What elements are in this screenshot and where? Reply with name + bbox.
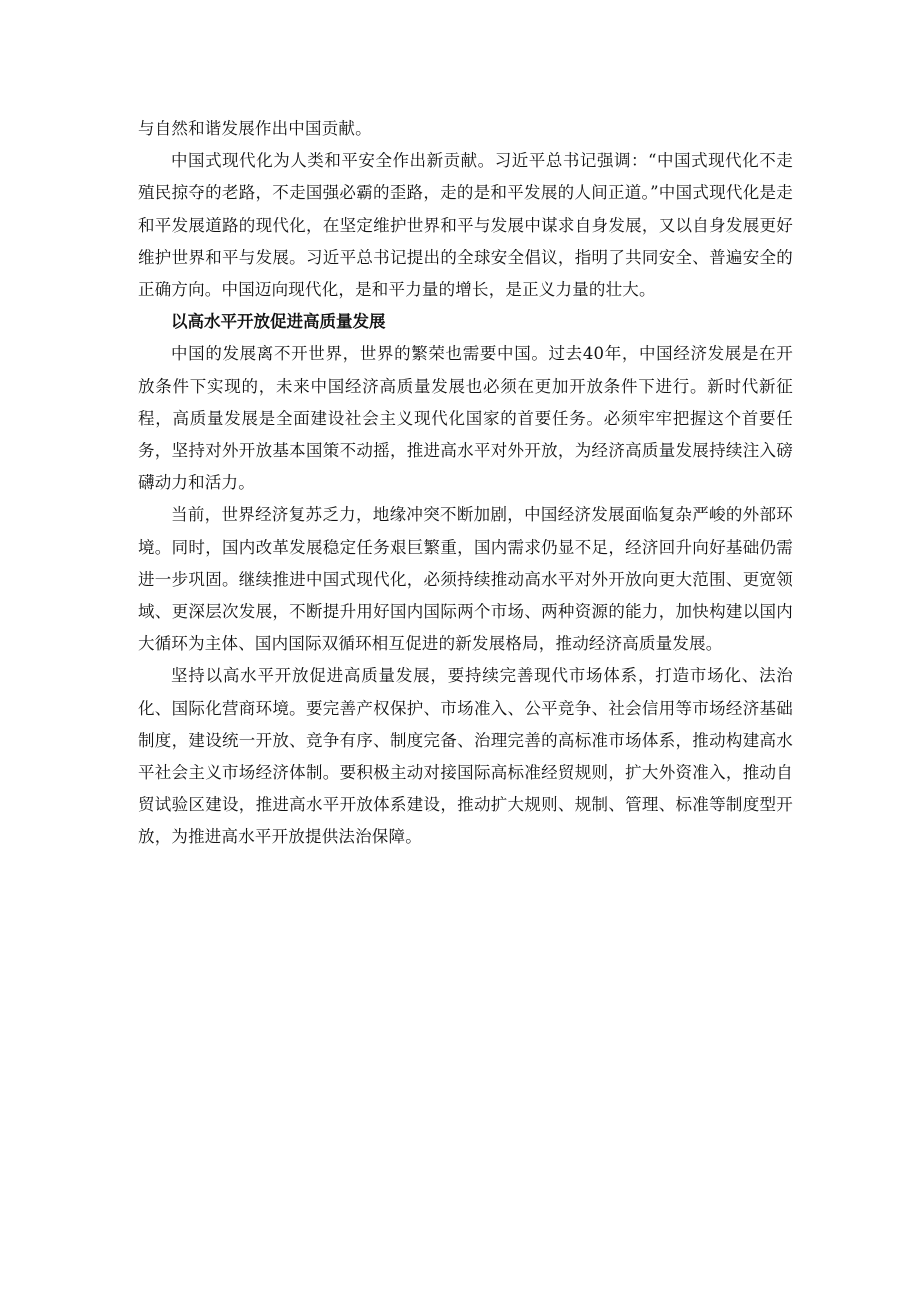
paragraph-peace-security: 中国式现代化为人类和平安全作出新贡献。习近平总书记强调：“中国式现代化不走殖民掠夺的老路，不走国强必霸的歪路，走的是和平发展的人间正道。”中国式现代化是走和平发展道路的现代化，在坚定维护世界和平与发展中谋求自身发展，又以自身发展更好维护世界和平与发展。习近平总书记提出的全球安全倡议，指明了共同安全、普遍安全的正确方向。中国迈向现代化，是和平力量的增长，是正义力量的壮大。 (138, 151, 793, 300)
section-heading: 以高水平开放促进高质量发展 (171, 312, 386, 332)
paragraph-current-situation: 当前，世界经济复苏乏力，地缘冲突不断加剧，中国经济发展面临复杂严峻的外部环境。同时，国内改革发展稳定任务艰巨繁重，国内需求仍显不足，经济回升向好基础仍需进一步巩固。继续推进中国式现代化，必须持续推动高水平对外开放向更大范围、更宽领域、更深层次发展，不断提升用好国内国际两个市场、两种资源的能力，加快构建以国内大循环为主体、国内国际双循环相互促进的新发展格局，推动经济高质量发展。 (138, 505, 793, 654)
paragraph-development-world: 中国的发展离不开世界，世界的繁荣也需要中国。过去40年，中国经济发展是在开放条件下实现的，未来中国经济高质量发展也必须在更加开放条件下进行。新时代新征程，高质量发展是全面建设社会主义现代化国家的首要任务。必须牢牢把握这个首要任务，坚持对外开放基本国策不动摇，推进高水平对外开放，为经济高质量发展持续注入磅礴动力和活力。 (138, 344, 793, 493)
paragraph-continuation: 与自然和谐发展作出中国贡献。 (138, 119, 372, 138)
document-body (138, 113, 793, 854)
paragraph-market-system: 坚持以高水平开放促进高质量发展，要持续完善现代市场体系，打造市场化、法治化、国际化营商环境。要完善产权保护、市场准入、公平竞争、社会信用等市场经济基础制度，建设统一开放、竞争有序、制度完备、治理完善的高标准市场体系，推动构建高水平社会主义市场经济体制。要积极主动对接国际高标准经贸规则，扩大外资准入，推动自贸试验区建设，推进高水平开放体系建设，推动扩大规则、规制、管理、标准等制度型开放，为推进高水平开放提供法治保障。 (138, 666, 793, 847)
